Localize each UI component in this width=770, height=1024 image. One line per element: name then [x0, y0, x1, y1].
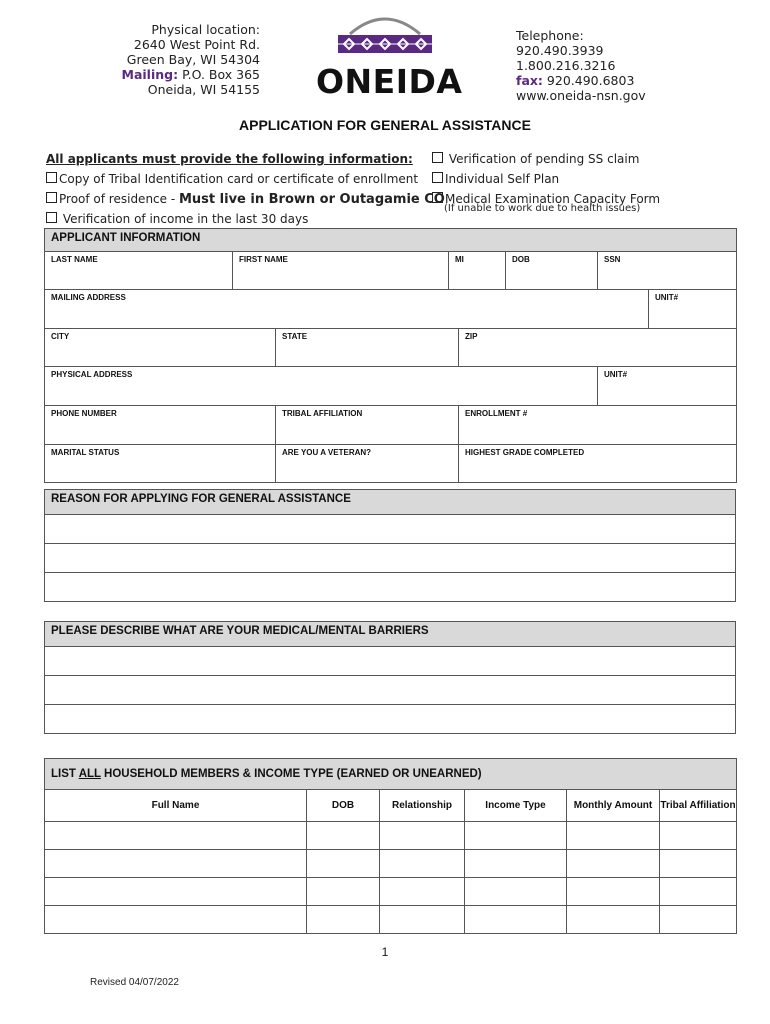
table-row	[45, 822, 737, 850]
first-name-field[interactable]: FIRST NAME	[233, 252, 449, 290]
req-ss-claim: Verification of pending SS claim	[432, 152, 639, 166]
mailing-unit-field[interactable]: UNIT#	[649, 290, 737, 329]
barrier-line[interactable]	[45, 647, 736, 676]
checkbox-medical[interactable]	[432, 192, 443, 203]
enrollment-field[interactable]: ENROLLMENT #	[459, 406, 737, 445]
physical-location-label: Physical location:	[151, 22, 260, 37]
contact-block	[516, 28, 646, 103]
highest-grade-field[interactable]: HIGHEST GRADE COMPLETED	[459, 445, 737, 483]
phone-field[interactable]: PHONE NUMBER	[45, 406, 276, 445]
reason-heading: REASON FOR APPLYING FOR GENERAL ASSISTANCE	[45, 490, 736, 515]
reason-line[interactable]	[45, 515, 736, 544]
col-tribal-affiliation: Tribal Affiliation	[660, 790, 737, 822]
req-medical: Medical Examination Capacity Form	[432, 192, 660, 206]
page-number: 1	[381, 945, 389, 959]
ssn-field[interactable]: SSN	[598, 252, 737, 290]
state-field[interactable]: STATE	[276, 329, 459, 367]
barriers-table	[44, 621, 736, 734]
fax-label: fax:	[516, 73, 543, 88]
col-relationship: Relationship	[380, 790, 465, 822]
col-full-name: Full Name	[45, 790, 307, 822]
zip-field[interactable]: ZIP	[459, 329, 737, 367]
requirements-intro: All applicants must provide the following information:	[46, 152, 413, 166]
last-name-field[interactable]: LAST NAME	[45, 252, 233, 290]
col-income-type: Income Type	[465, 790, 567, 822]
mailing-label: Mailing:	[121, 67, 179, 82]
household-table	[44, 758, 737, 934]
applicant-info-heading: APPLICANT INFORMATION	[45, 229, 737, 252]
req-residence: Proof of residence - Must live in Brown or Outagamie CO	[46, 192, 445, 207]
reason-line[interactable]	[45, 544, 736, 573]
fax-number: 920.490.6803	[546, 73, 635, 88]
logo-text: ONEIDA	[316, 62, 463, 101]
revision-date: Revised 04/07/2022	[90, 977, 179, 988]
req-self-plan: Individual Self Plan	[432, 172, 559, 186]
reason-line[interactable]	[45, 573, 736, 602]
checkbox-residence[interactable]	[46, 192, 57, 203]
mi-field[interactable]: MI	[449, 252, 506, 290]
checkbox-self-plan[interactable]	[432, 172, 443, 183]
checkbox-income[interactable]	[46, 212, 57, 223]
website: www.oneida-nsn.gov	[516, 88, 646, 103]
table-row	[45, 906, 737, 934]
phone-tollfree: 1.800.216.3216	[516, 58, 616, 73]
city-field[interactable]: CITY	[45, 329, 276, 367]
barrier-line[interactable]	[45, 705, 736, 734]
table-row	[45, 850, 737, 878]
checkbox-tribal-id[interactable]	[46, 172, 57, 183]
telephone-label: Telephone:	[516, 28, 584, 43]
city-line: Green Bay, WI 54304	[126, 52, 260, 67]
veteran-field[interactable]: ARE YOU A VETERAN?	[276, 445, 459, 483]
physical-unit-field[interactable]: UNIT#	[598, 367, 737, 406]
street-address: 2640 West Point Rd.	[133, 37, 260, 52]
col-dob: DOB	[307, 790, 380, 822]
col-monthly-amount: Monthly Amount	[567, 790, 660, 822]
marital-status-field[interactable]: MARITAL STATUS	[45, 445, 276, 483]
page-title: APPLICATION FOR GENERAL ASSISTANCE	[239, 117, 531, 133]
dob-field[interactable]: DOB	[506, 252, 598, 290]
mailing-box: P.O. Box 365	[182, 67, 260, 82]
phone-primary: 920.490.3939	[516, 43, 604, 58]
physical-address-field[interactable]: PHYSICAL ADDRESS	[45, 367, 598, 406]
checkbox-ss-claim[interactable]	[432, 152, 443, 163]
physical-address-block	[122, 22, 260, 97]
req-tribal-id: Copy of Tribal Identification card or certificate of enrollment	[46, 172, 418, 186]
barrier-line[interactable]	[45, 676, 736, 705]
reason-table	[44, 489, 736, 602]
table-row	[45, 878, 737, 906]
req-income: Verification of income in the last 30 days	[46, 212, 308, 226]
applicant-info-table	[44, 228, 737, 483]
req-medical-note: (If unable to work due to health issues)	[444, 203, 641, 214]
household-heading: LIST ALL HOUSEHOLD MEMBERS & INCOME TYPE (EARNED OR UNEARNED)	[45, 759, 737, 790]
tribal-affiliation-field[interactable]: TRIBAL AFFILIATION	[276, 406, 459, 445]
oneida-logo-icon	[330, 10, 440, 62]
barriers-heading: PLEASE DESCRIBE WHAT ARE YOUR MEDICAL/MENTAL BARRIERS	[45, 622, 736, 647]
mailing-address-field[interactable]: MAILING ADDRESS	[45, 290, 649, 329]
mailing-city: Oneida, WI 54155	[147, 82, 260, 97]
